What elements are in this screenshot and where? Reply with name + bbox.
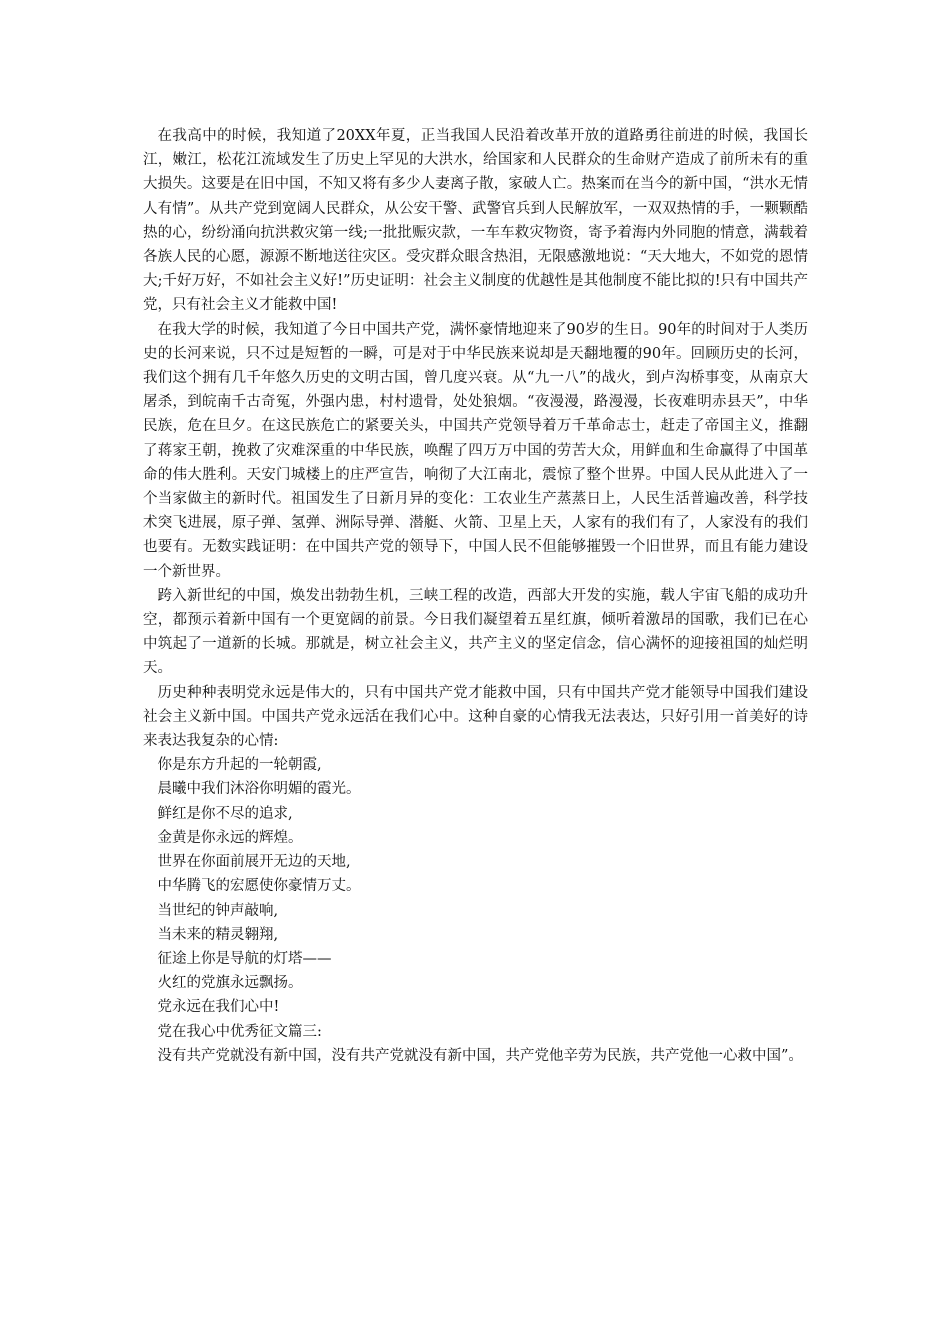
section-heading: 党在我心中优秀征文篇三:	[157, 1023, 322, 1040]
poem-line: 党永远在我们心中!	[157, 999, 280, 1016]
poem	[143, 753, 808, 1043]
poem-line: 金黄是你永远的辉煌。	[157, 829, 303, 846]
poem-line: 你是东方升起的一轮朝霞,	[157, 757, 322, 774]
document-page	[143, 124, 808, 1068]
paragraph-history: 历史种种表明党永远是伟大的，只有中国共产党才能救中国，只有中国共产党才能领导中国我们建设社会主义新中国。中国共产党永远活在我们心中。这种自豪的心情我无法表达，只好引用一首美好的诗来表达我复杂的心情:	[143, 684, 808, 750]
poem-line: 晨曦中我们沐浴你明媚的霞光。	[157, 781, 361, 798]
poem-line: 鲜红是你不尽的追求,	[157, 805, 293, 822]
closing-section	[143, 1044, 808, 1068]
poem-line: 中华腾飞的宏愿使你豪情万丈。	[157, 878, 361, 895]
paragraph-closing: 没有共产党就没有新中国，没有共产党就没有新中国，共产党他辛劳为民族，共产党他一心救中国”。	[157, 1047, 803, 1064]
paragraph-high-school: 在我高中的时候，我知道了20XX年夏，正当我国人民沿着改革开放的道路勇往前进的时候，我国长江，嫩江，松花江流域发生了历史上罕见的大洪水，给国家和人民群众的生命财产造成了前所未有的重大损失。这要是在旧中国，不知又将有多少人妻离子散，家破人亡。热案而在当今的新中国，“洪水无情人有情”。从共产党到宽阔人民群众，从公安干警、武警官兵到人民解放军，一双双热情的手，一颗颗酷热的心，纷纷涌向抗洪救灾第一线;一批批赈灾款，一车车救灾物资，寄予着海内外同胞的情意，满载着各族人民的心愿，源源不断地送往灾区。受灾群众眼含热泪，无限感激地说：“天大地大，不如党的恩情大;千好万好，不如社会主义好!”历史证明：社会主义制度的优越性是其他制度不能比拟的!只有中国共产党，只有社会主义才能救中国!	[143, 128, 808, 314]
paragraph-university: 在我大学的时候，我知道了今日中国共产党，满怀豪情地迎来了90岁的生日。90年的时间对于人类历史的长河来说，只不过是短暂的一瞬，可是对于中华民族来说却是天翻地覆的90年。回顾历史的长河，我们这个拥有几千年悠久历史的文明古国，曾几度兴衰。从“九一八”的战火，到卢沟桥事变，从南京大屠杀，到皖南千古奇冤，外强内患，村村遗骨，处处狼烟。“夜漫漫，路漫漫，长夜难明赤县天”，中华民族，危在旦夕。在这民族危亡的紧要关头，中国共产党领导着万千革命志士，赶走了帝国主义，推翻了蒋家王朝，挽救了灾难深重的中华民族，唤醒了四万万中国的劳苦大众，用鲜血和生命赢得了中国革命的伟大胜利。天安门城楼上的庄严宣告，响彻了大江南北，震惊了整个世界。中国人民从此进入了一个当家做主的新时代。祖国发生了日新月异的变化：工农业生产蒸蒸日上，人民生活普遍改善，科学技术突飞进展，原子弹、氢弹、洲际导弹、潜艇、火箭、卫星上天，人家有的我们有了，人家没有的我们也要有。无数实践证明：在中国共产党的领导下，中国人民不但能够摧毁一个旧世界，而且有能力建设一个新世界。	[143, 321, 808, 580]
poem-line: 火红的党旗永远飘扬。	[157, 975, 303, 992]
poem-line: 当未来的精灵翱翔,	[157, 926, 279, 943]
poem-line: 征途上你是导航的灯塔——	[157, 950, 332, 967]
paragraph-new-century: 跨入新世纪的中国，焕发出勃勃生机，三峡工程的改造，西部大开发的实施，载人宇宙飞船的成功升空，都预示着新中国有一个更宽阔的前景。今日我们凝望着五星红旗，倾听着激昂的国歌，我们已在心中筑起了一道新的长城。那就是，树立社会主义，共产主义的坚定信念，信心满怀的迎接祖国的灿烂明天。	[143, 587, 808, 677]
poem-line: 世界在你面前展开无边的天地,	[157, 854, 351, 871]
poem-line: 当世纪的钟声敲响,	[157, 902, 279, 919]
